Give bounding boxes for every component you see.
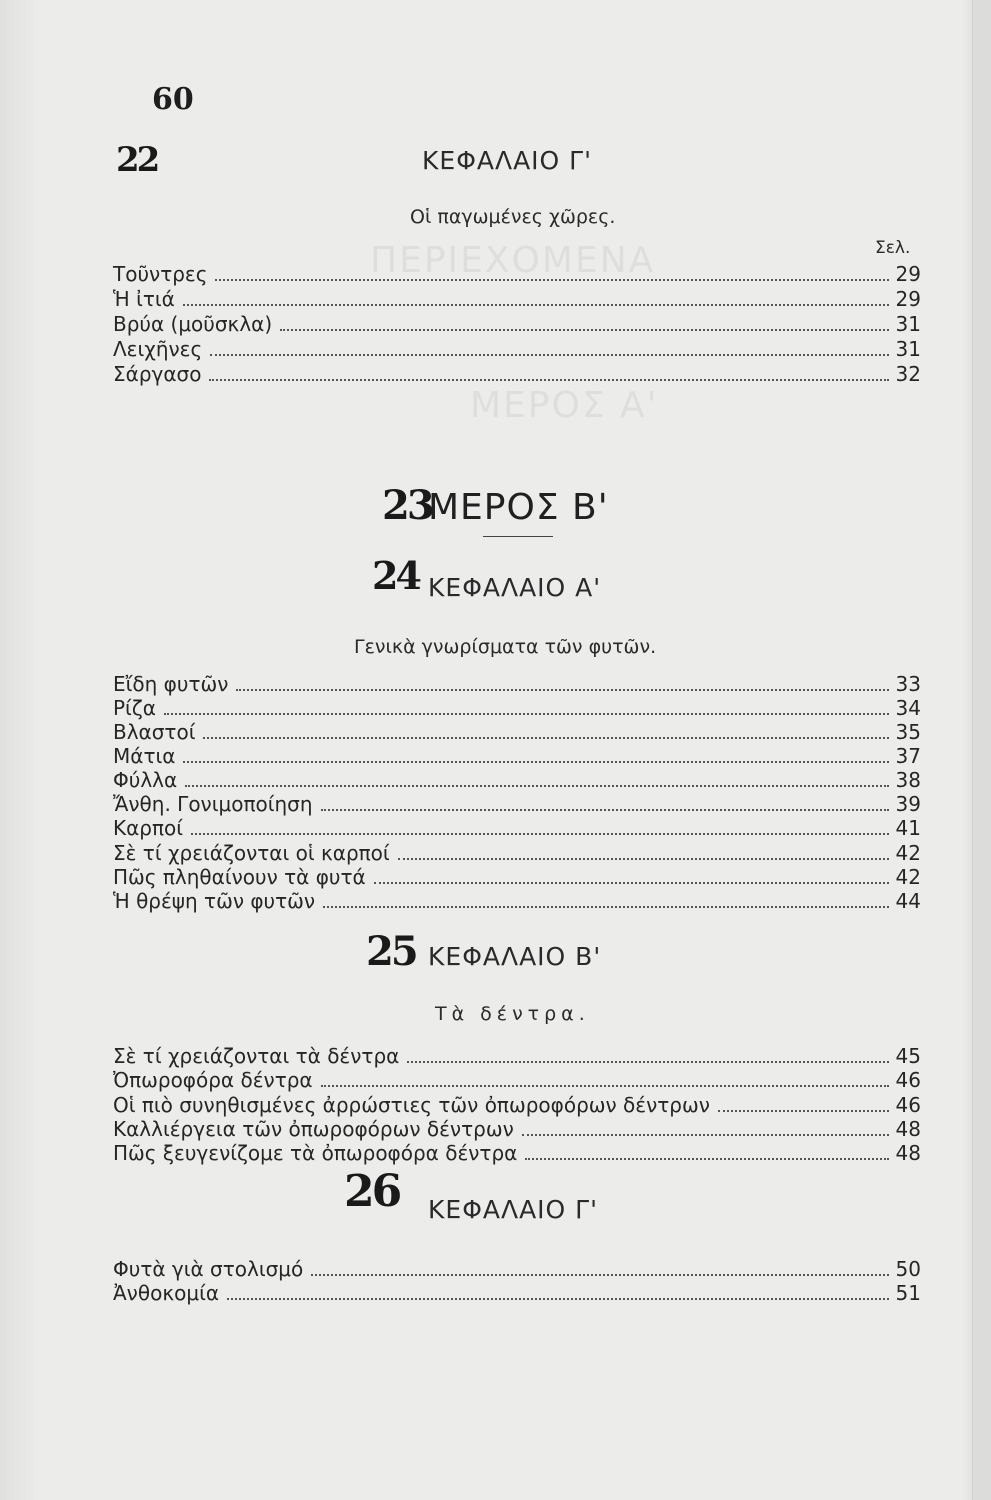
entry-page: 34 — [895, 696, 921, 720]
leader-dots — [227, 1298, 889, 1300]
stamp-number: 25 — [366, 928, 416, 975]
entry-page: 51 — [895, 1281, 921, 1305]
toc-entry — [113, 1257, 921, 1281]
entry-label: Ἡ ἰτιά — [113, 287, 175, 311]
chapter-subtitle: Τὰ δέντρα. — [435, 1003, 590, 1025]
stamp-number: 22 — [116, 140, 158, 180]
divider — [483, 536, 553, 537]
entry-label: Βλαστοί — [113, 720, 196, 744]
toc-entry — [113, 1281, 921, 1305]
stamp-number: 23 — [382, 482, 432, 529]
entry-label: Βρύα (μοῦσκλα) — [113, 312, 273, 336]
leader-dots — [522, 1134, 889, 1136]
page-number: 60 — [152, 82, 194, 117]
chapter-subtitle: Γενικὰ γνωρίσματα τῶν φυτῶν. — [354, 636, 657, 658]
toc-entry — [113, 744, 921, 768]
toc-entry — [113, 841, 921, 865]
leader-dots — [323, 906, 889, 908]
leader-dots — [398, 858, 889, 860]
part-heading: ΜΕΡΟΣ Β' — [428, 487, 609, 528]
entry-label: Καρποί — [113, 816, 184, 840]
entry-page: 33 — [895, 672, 921, 696]
chapter-heading: ΚΕΦΑΛΑΙΟ Α' — [428, 573, 602, 602]
leader-dots — [183, 761, 889, 763]
chapter-heading: ΚΕΦΑΛΑΙΟ Β' — [428, 942, 602, 971]
toc-entry — [113, 1068, 921, 1092]
leader-dots — [280, 329, 889, 331]
leader-dots — [311, 1274, 889, 1276]
leader-dots — [321, 809, 889, 811]
toc-entry — [113, 1093, 921, 1117]
entry-page: 29 — [895, 262, 921, 286]
entry-page: 38 — [895, 768, 921, 792]
show-through-shadow: ΠΕΡΙΕΧΟΜΕΝΑ — [370, 240, 656, 281]
chapter-heading: ΚΕΦΑΛΑΙΟ Γ' — [422, 146, 592, 175]
entry-page: 35 — [895, 720, 921, 744]
entry-page: 48 — [895, 1117, 921, 1141]
entry-page: 42 — [895, 841, 921, 865]
leader-dots — [209, 379, 889, 381]
entry-label: Τοῦντρες — [113, 262, 208, 286]
leader-dots — [407, 1061, 889, 1063]
entry-page: 29 — [895, 287, 921, 311]
leader-dots — [210, 354, 889, 356]
entry-label: Λειχῆνες — [113, 337, 203, 361]
toc-entry — [113, 1044, 921, 1068]
entry-label: Σὲ τί χρειάζονται οἱ καρποί — [113, 841, 390, 865]
toc-entry — [113, 816, 921, 840]
leader-dots — [215, 279, 889, 281]
entry-page: 46 — [895, 1093, 921, 1117]
leader-dots — [191, 833, 889, 835]
toc-entry — [113, 337, 921, 361]
leader-dots — [185, 785, 889, 787]
entry-page: 48 — [895, 1141, 921, 1165]
entry-label: Σὲ τί χρειάζονται τὰ δέντρα — [113, 1044, 400, 1068]
stamp-number: 26 — [344, 1166, 400, 1217]
stamp-number: 24 — [372, 553, 419, 598]
entry-label: Εἴδη φυτῶν — [113, 672, 229, 696]
entry-label: Καλλιέργεια τῶν ὀπωροφόρων δέντρων — [113, 1117, 514, 1141]
entry-page: 31 — [895, 312, 921, 336]
entry-page: 44 — [895, 889, 921, 913]
entry-label: Ἄνθη. Γονιμοποίηση — [113, 792, 313, 816]
toc-entry — [113, 696, 921, 720]
entry-page: 46 — [895, 1068, 921, 1092]
toc-entry — [113, 287, 921, 311]
entry-label: Ὀπωροφόρα δέντρα — [113, 1068, 313, 1092]
entry-label: Ρίζα — [113, 696, 156, 720]
toc-entry — [113, 312, 921, 336]
entry-page: 32 — [895, 362, 921, 386]
toc-entry — [113, 1117, 921, 1141]
entry-page: 45 — [895, 1044, 921, 1068]
leader-dots — [374, 882, 889, 884]
leader-dots — [718, 1110, 889, 1112]
leader-dots — [203, 737, 889, 739]
leader-dots — [183, 304, 889, 306]
entry-label: Φυτὰ γιὰ στολισμό — [113, 1257, 304, 1281]
toc-entry — [113, 768, 921, 792]
entry-label: Πῶς ξευγενίζομε τὰ ὀπωροφόρα δέντρα — [113, 1141, 518, 1165]
entry-label: Ἀνθοκομία — [113, 1281, 220, 1305]
chapter-subtitle: Οἱ παγωμένες χῶρες. — [410, 206, 616, 228]
toc-entry — [113, 1141, 921, 1165]
entry-label: Φύλλα — [113, 768, 178, 792]
page-edge — [972, 0, 991, 1500]
toc-entry — [113, 865, 921, 889]
entry-page: 42 — [895, 865, 921, 889]
entry-label: Οἱ πιὸ συνηθισμένες ἀρρώστιες τῶν ὀπωροφόρων δέντρων — [113, 1093, 710, 1117]
entry-label: Πῶς πληθαίνουν τὰ φυτά — [113, 865, 366, 889]
entry-label: Μάτια — [113, 744, 176, 768]
leader-dots — [164, 713, 889, 715]
entry-label: Ἡ θρέψη τῶν φυτῶν — [113, 889, 316, 913]
entry-page: 39 — [895, 792, 921, 816]
toc-entry — [113, 720, 921, 744]
page-column-label: Σελ. — [875, 238, 911, 258]
leader-dots — [321, 1085, 889, 1087]
entry-label: Σάργασο — [113, 362, 202, 386]
toc-entry — [113, 262, 921, 286]
leader-dots — [525, 1158, 889, 1160]
toc-entry — [113, 672, 921, 696]
entry-page: 31 — [895, 337, 921, 361]
toc-entry — [113, 889, 921, 913]
leader-dots — [236, 689, 889, 691]
toc-entry — [113, 362, 921, 386]
show-through-shadow: ΜΕΡΟΣ Α' — [470, 385, 659, 426]
entry-page: 41 — [895, 816, 921, 840]
entry-page: 50 — [895, 1257, 921, 1281]
toc-entry — [113, 792, 921, 816]
entry-page: 37 — [895, 744, 921, 768]
chapter-heading: ΚΕΦΑΛΑΙΟ Γ' — [428, 1195, 598, 1224]
